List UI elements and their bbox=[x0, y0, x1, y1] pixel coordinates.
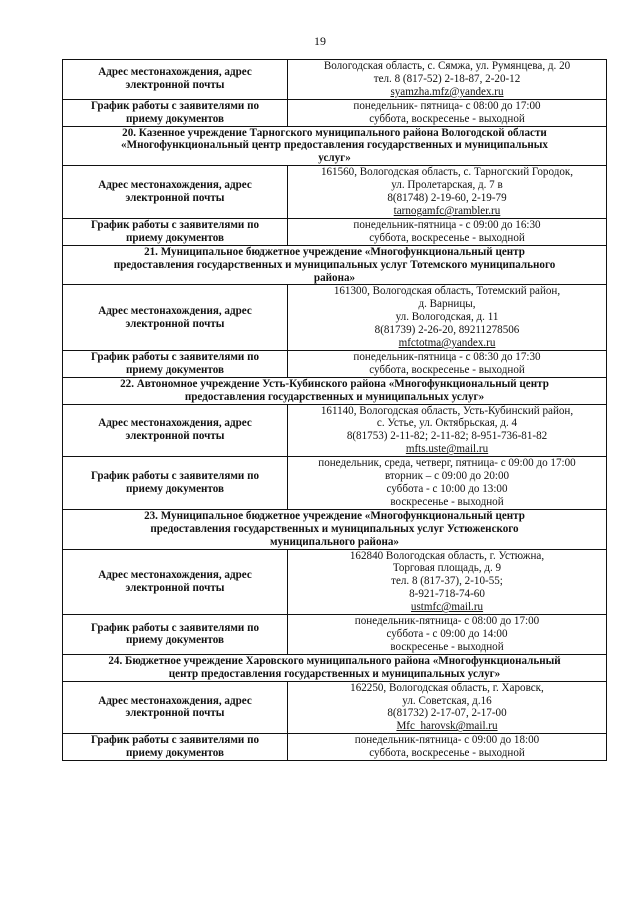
section-header-row bbox=[63, 377, 607, 404]
text-line: с. Устье, ул. Октябрьская, д. 4 bbox=[376, 417, 518, 430]
email-link[interactable]: mfts.uste@mail.ru bbox=[405, 443, 489, 456]
text-line: приему документов bbox=[126, 231, 224, 244]
text-line: приему документов bbox=[126, 747, 224, 760]
mfc-table bbox=[62, 59, 607, 761]
text-line: «Многофункциональный центр предоставления государственных и муниципальных bbox=[121, 139, 548, 152]
table-row bbox=[63, 734, 607, 761]
table-row bbox=[63, 218, 607, 245]
text-line: 8(81732) 2-17-07, 2-17-00 bbox=[387, 707, 507, 720]
section-header-row bbox=[63, 245, 607, 285]
text-line: электронной почты bbox=[125, 317, 225, 330]
table-row bbox=[63, 350, 607, 377]
text-line: приему документов bbox=[126, 483, 224, 495]
section-title bbox=[63, 509, 607, 549]
text-line: электронной почты bbox=[125, 581, 225, 594]
text-line: Адрес местонахождения, адрес bbox=[98, 66, 252, 79]
row-label bbox=[63, 350, 288, 377]
text-line: воскресенье - выходной bbox=[390, 640, 504, 653]
row-value bbox=[288, 615, 607, 655]
table-row bbox=[63, 404, 607, 457]
text-line: График работы с заявителями по bbox=[90, 99, 260, 112]
row-value bbox=[288, 99, 607, 126]
email-link[interactable]: syamzha.mfz@yandex.ru bbox=[390, 85, 504, 98]
page-number: 19 bbox=[314, 34, 326, 48]
section-header-row bbox=[63, 509, 607, 549]
row-label bbox=[63, 60, 288, 100]
table-row bbox=[63, 457, 607, 510]
text-line: 22. Автономное учреждение Усть-Кубинского района «Многофункциональный центр bbox=[120, 377, 549, 390]
text-line: суббота - с 10:00 до 13:00 bbox=[386, 483, 508, 495]
email-link[interactable]: Mfc_harovsk@mail.ru bbox=[396, 720, 498, 733]
row-value bbox=[288, 350, 607, 377]
text-line: понедельник-пятница- с 08:00 до 17:00 bbox=[354, 615, 540, 628]
text-line: д. Варницы, bbox=[418, 298, 476, 311]
text-line: 8(81753) 2-11-82; 2-11-82; 8-951-736-81-82 bbox=[346, 430, 548, 443]
text-line: муниципального района» bbox=[270, 535, 399, 548]
text-line: вторник – с 09:00 до 20:00 bbox=[384, 470, 510, 483]
text-line: 162840 Вологодская область, г. Устюжна, bbox=[349, 549, 545, 562]
text-line: понедельник, среда, четверг, пятница- с 09:00 до 17:00 bbox=[318, 457, 576, 470]
text-line: 20. Казенное учреждение Тарногского муниципального района Вологодской области bbox=[122, 126, 547, 139]
row-label bbox=[63, 285, 288, 351]
text-line: Адрес местонахождения, адрес bbox=[98, 417, 252, 430]
text-line: понедельник-пятница - с 09:00 до 16:30 bbox=[353, 218, 541, 231]
text-line: 21. Муниципальное бюджетное учреждение «Многофункциональный центр bbox=[144, 245, 525, 258]
row-label bbox=[63, 404, 288, 457]
row-value bbox=[288, 285, 607, 351]
document-sheet bbox=[62, 59, 607, 761]
text-line: предоставления государственных и муниципальных услуг» bbox=[184, 390, 485, 403]
text-line: понедельник- пятница- с 08:00 до 17:00 bbox=[353, 99, 541, 112]
text-line: ул. Пролетарская, д. 7 в bbox=[391, 179, 503, 192]
text-line: электронной почты bbox=[125, 192, 225, 205]
text-line: тел. 8 (817-37), 2-10-55; bbox=[391, 575, 503, 588]
text-line: Вологодская область, с. Сямжа, ул. Румянцева, д. 20 bbox=[323, 60, 571, 72]
text-line: ул. Вологодская, д. 11 bbox=[395, 311, 499, 324]
text-line: 161300, Вологодская область, Тотемский район, bbox=[333, 285, 561, 298]
table-row bbox=[63, 549, 607, 615]
email-link[interactable]: ustmfc@mail.ru bbox=[410, 601, 484, 614]
table-body bbox=[63, 60, 607, 761]
text-line: воскресенье - выходной bbox=[390, 495, 504, 508]
text-line: 161140, Вологодская область, Усть-Кубинский район, bbox=[320, 404, 574, 417]
text-line: приему документов bbox=[126, 363, 224, 376]
text-line: предоставления государственных и муниципальных услуг Устюженского bbox=[150, 522, 519, 535]
text-line: электронной почты bbox=[125, 707, 225, 720]
row-value bbox=[288, 60, 607, 100]
text-line: электронной почты bbox=[125, 430, 225, 443]
text-line: 8(81748) 2-19-60, 2-19-79 bbox=[387, 192, 507, 205]
row-value bbox=[288, 734, 607, 761]
section-title bbox=[63, 126, 607, 166]
table-row bbox=[63, 681, 607, 734]
email-link[interactable]: tarnogamfc@rambler.ru bbox=[393, 204, 501, 217]
text-line: ул. Советская, д.16 bbox=[402, 694, 492, 707]
section-header-row bbox=[63, 126, 607, 166]
section-title bbox=[63, 245, 607, 285]
text-line: 8(81739) 2-26-20, 89211278506 bbox=[374, 324, 520, 337]
text-line: 24. Бюджетное учреждение Харовского муниципального района «Многофункциональный bbox=[108, 654, 561, 667]
text-line: График работы с заявителями по bbox=[90, 218, 260, 231]
table-row bbox=[63, 99, 607, 126]
row-label bbox=[63, 734, 288, 761]
text-line: График работы с заявителями по bbox=[90, 350, 260, 363]
text-line: суббота, воскресенье - выходной bbox=[369, 363, 525, 376]
text-line: Торговая площадь, д. 9 bbox=[392, 562, 502, 575]
row-label bbox=[63, 166, 288, 219]
row-value bbox=[288, 166, 607, 219]
row-value bbox=[288, 681, 607, 734]
row-label bbox=[63, 549, 288, 615]
row-label bbox=[63, 218, 288, 245]
text-line: суббота - с 09:00 до 14:00 bbox=[386, 627, 508, 640]
text-line: 161560, Вологодская область, с. Тарногский Городок, bbox=[320, 166, 574, 179]
text-line: суббота, воскресенье - выходной bbox=[369, 112, 525, 125]
row-label bbox=[63, 457, 288, 510]
email-link[interactable]: mfctotma@yandex.ru bbox=[398, 337, 496, 350]
text-line: электронной почты bbox=[125, 79, 225, 92]
table-row bbox=[63, 615, 607, 655]
text-line: суббота, воскресенье - выходной bbox=[369, 747, 525, 760]
row-label bbox=[63, 615, 288, 655]
text-line: График работы с заявителями по bbox=[90, 621, 260, 634]
text-line: понедельник-пятница- с 09:00 до 18:00 bbox=[354, 734, 540, 747]
text-line: Адрес местонахождения, адрес bbox=[98, 694, 252, 707]
text-line: График работы с заявителями по bbox=[90, 734, 260, 747]
text-line: 23. Муниципальное бюджетное учреждение «Многофункциональный центр bbox=[144, 509, 525, 522]
table-row bbox=[63, 285, 607, 351]
row-value bbox=[288, 404, 607, 457]
text-line: 162250, Вологодская область, г. Харовск, bbox=[350, 681, 544, 694]
text-line: 8-921-718-74-60 bbox=[409, 588, 485, 601]
text-line: района» bbox=[313, 271, 356, 284]
text-line: суббота, воскресенье - выходной bbox=[369, 231, 525, 244]
table-row bbox=[63, 166, 607, 219]
row-label bbox=[63, 99, 288, 126]
table-row bbox=[63, 60, 607, 100]
text-line: График работы с заявителями по bbox=[90, 470, 260, 483]
text-line: Адрес местонахождения, адрес bbox=[98, 179, 252, 192]
text-line: центр предоставления государственных и муниципальных услуг» bbox=[168, 667, 501, 680]
section-title bbox=[63, 377, 607, 404]
row-value bbox=[288, 549, 607, 615]
text-line: услуг» bbox=[318, 152, 351, 165]
text-line: приему документов bbox=[126, 634, 224, 647]
row-label bbox=[63, 681, 288, 734]
row-value bbox=[288, 457, 607, 510]
text-line: понедельник-пятница - с 08:30 до 17:30 bbox=[353, 350, 541, 363]
text-line: предоставления государственных и муниципальных услуг Тотемского муниципального bbox=[113, 258, 556, 271]
row-value bbox=[288, 218, 607, 245]
section-title bbox=[63, 654, 607, 681]
text-line: Адрес местонахождения, адрес bbox=[98, 304, 252, 317]
text-line: приему документов bbox=[126, 112, 224, 125]
text-line: Адрес местонахождения, адрес bbox=[98, 568, 252, 581]
section-header-row bbox=[63, 654, 607, 681]
text-line: тел. 8 (817-52) 2-18-87, 2-20-12 bbox=[373, 72, 521, 85]
